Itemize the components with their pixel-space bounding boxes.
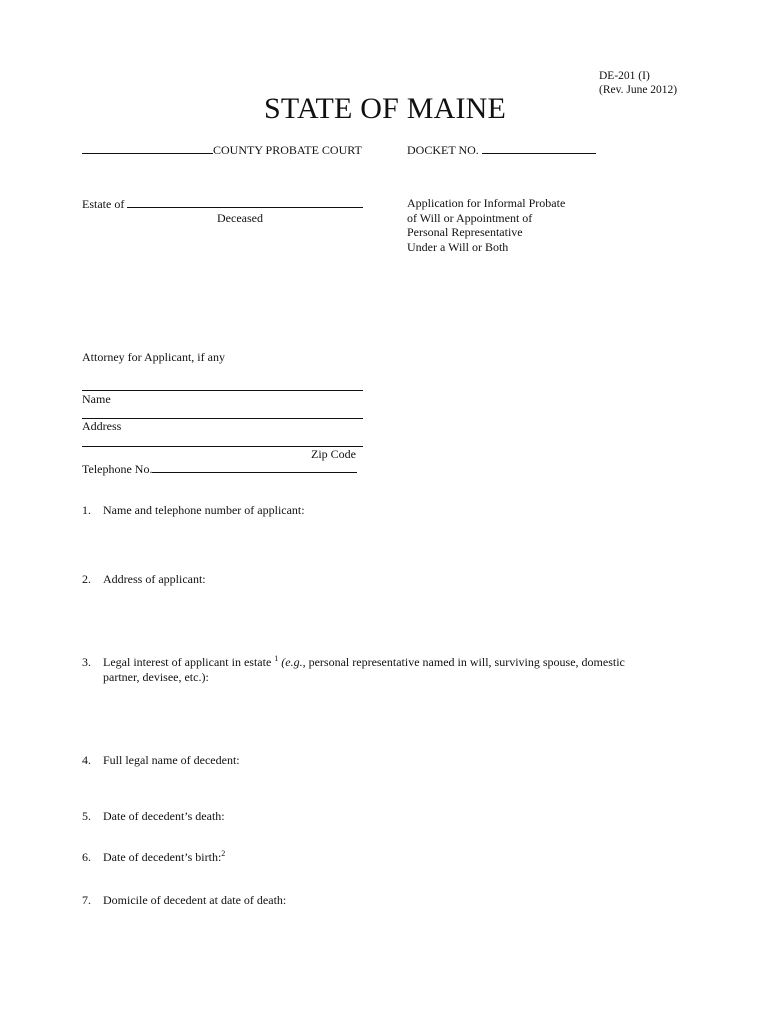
attorney-telephone-field[interactable] xyxy=(152,461,357,473)
footnote-marker: 2 xyxy=(221,849,226,858)
question-number: 3. xyxy=(82,655,91,669)
form-number: DE-201 (I) xyxy=(599,70,650,82)
application-title xyxy=(407,196,565,254)
question-2 xyxy=(82,572,206,587)
docket-number-field[interactable] xyxy=(482,142,596,154)
attorney-name-field[interactable] xyxy=(82,390,363,391)
question-text: Date of decedent’s death: xyxy=(103,809,225,823)
attorney-name-label: Name xyxy=(82,392,111,406)
docket-line xyxy=(407,142,596,158)
question-number: 1. xyxy=(82,503,91,517)
question-6 xyxy=(82,850,225,865)
application-title-line: Application for Informal Probate xyxy=(407,196,566,210)
application-title-line: Under a Will or Both xyxy=(407,239,509,254)
county-name-field[interactable] xyxy=(82,142,213,154)
question-text: Legal interest of applicant in estate xyxy=(103,655,272,669)
attorney-heading: Attorney for Applicant, if any xyxy=(82,350,225,364)
question-text: Full legal name of decedent: xyxy=(103,753,240,767)
attorney-address-label: Address xyxy=(82,419,122,433)
question-text: Date of decedent’s birth: xyxy=(103,850,222,864)
question-text: personal representative named in will, surviving spouse, domestic xyxy=(305,655,625,669)
deceased-label: Deceased xyxy=(217,211,263,225)
question-number: 7. xyxy=(82,893,91,907)
question-text: Name and telephone number of applicant: xyxy=(103,503,305,517)
attorney-zip-label: Zip Code xyxy=(311,447,356,461)
question-4 xyxy=(82,753,240,768)
footnote-marker: 1 xyxy=(274,654,279,663)
application-title-line: of Will or Appointment of xyxy=(407,210,533,225)
attorney-address-field[interactable] xyxy=(82,418,363,419)
question-number: 2. xyxy=(82,572,91,586)
question-1 xyxy=(82,503,305,518)
question-3 xyxy=(82,655,702,685)
page-title: STATE OF MAINE xyxy=(263,92,507,125)
question-5 xyxy=(82,809,225,824)
attorney-telephone-line xyxy=(82,461,357,477)
form-revision: (Rev. June 2012) xyxy=(599,84,678,96)
county-court-label: COUNTY PROBATE COURT xyxy=(213,143,362,157)
estate-label: Estate of xyxy=(82,197,125,211)
application-title-line: Personal Representative xyxy=(407,225,523,239)
question-text: Domicile of decedent at date of death: xyxy=(103,893,287,907)
question-text-continuation: partner, devisee, etc.): xyxy=(103,670,209,684)
docket-label: DOCKET NO. xyxy=(407,143,479,157)
county-court-line xyxy=(82,142,362,158)
question-number: 4. xyxy=(82,753,91,767)
estate-name-field[interactable] xyxy=(127,196,363,208)
attorney-telephone-label: Telephone No. xyxy=(82,462,153,476)
question-number: 6. xyxy=(82,850,91,864)
question-7 xyxy=(82,893,286,908)
question-number: 5. xyxy=(82,809,91,823)
question-text-italic: (e.g., xyxy=(281,655,306,669)
estate-line xyxy=(82,196,363,212)
question-text: Address of applicant: xyxy=(103,572,206,586)
